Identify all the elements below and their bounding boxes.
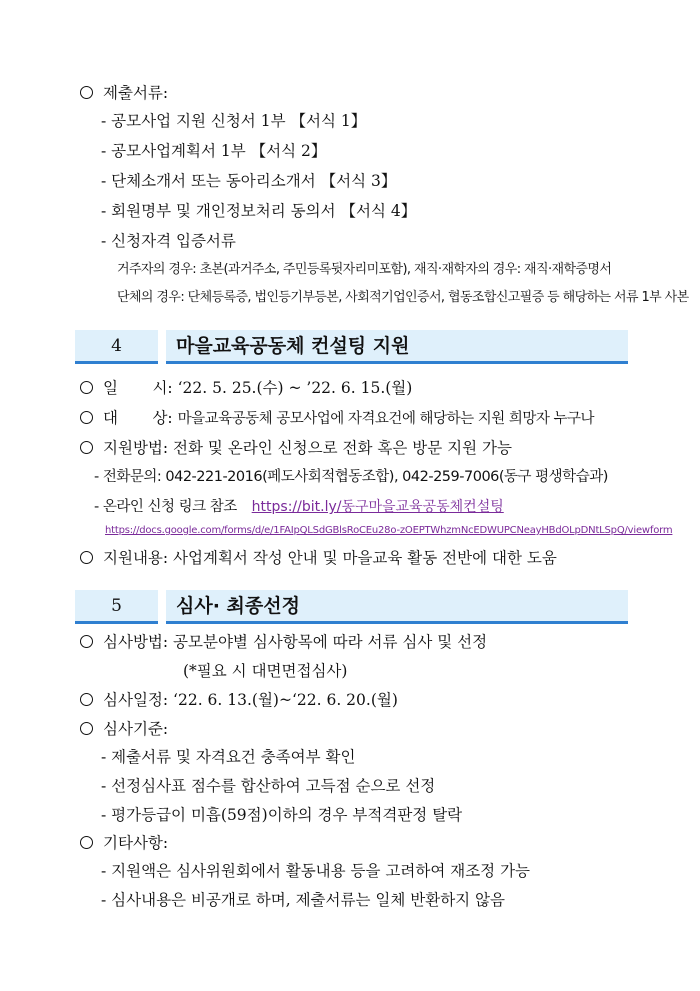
section-4-banner [75,330,628,364]
submission-heading: 제출서류: [80,83,168,103]
schedule-line: 일 시: ‘22. 5. 25.(수) ~ ’22. 6. 15.(월) [80,378,412,398]
circle-bullet-icon [80,86,93,99]
section-title: 마을교육공동체 컨설팅 지원 [166,330,628,364]
circle-bullet-icon [80,693,93,706]
criteria-item: - 평가등급이 미흡(59점)이하의 경우 부적격판정 탈락 [101,806,463,824]
submission-item: - 회원명부 및 개인정보처리 동의서 【서식 4】 [101,202,417,220]
submission-item: - 공모사업 지원 신청서 1부 【서식 1】 [101,112,367,130]
content-line: 지원내용: 사업계획서 작성 안내 및 마을교육 활동 전반에 대한 도움 [80,548,557,568]
criteria-item: - 제출서류 및 자격요건 충족여부 확인 [101,748,356,766]
circle-bullet-icon [80,722,93,735]
submission-item: - 신청자격 입증서류 [101,232,236,250]
circle-bullet-icon [80,441,93,454]
circle-bullet-icon [80,411,93,424]
review-method-note: (*필요 시 대면면접심사) [183,662,348,680]
submission-item: - 공모사업계획서 1부 【서식 2】 [101,142,327,160]
submission-item: - 단체소개서 또는 동아리소개서 【서식 3】 [101,172,397,190]
criteria-item: - 선정심사표 점수를 합산하여 고득점 순으로 선정 [101,777,436,795]
target-line: 대 상: 마을교육공동체 공모사업에 자격요건에 해당하는 지원 희망자 누구나 [80,408,594,429]
form-url-link[interactable]: https://docs.google.com/forms/d/e/1FAIpQLSdGBlsRoCEu28o-zOEPTWhzmNcEDWUPCNeayHBdOLpDNtLSpQ/viewform [105,525,673,536]
circle-bullet-icon [80,381,93,394]
method-line: 지원방법: 전화 및 온라인 신청으로 전화 혹은 방문 지원 가능 [80,438,512,458]
online-link[interactable]: https://bit.ly/동구마을교육공동체컨설팅 [251,499,504,515]
submission-note: 거주자의 경우: 초본(과거주소, 주민등록뒷자리미포함), 재직·재학자의 경우: 재직·재학증명서 [117,262,612,277]
review-method-line: 심사방법: 공모분야별 심사항목에 따라 서류 심사 및 선정 [80,632,487,652]
online-line: - 온라인 신청 링크 참조 https://bit.ly/동구마을교육공동체컨설팅 [94,499,504,515]
circle-bullet-icon [80,551,93,564]
etc-heading: 기타사항: [80,833,168,853]
criteria-heading: 심사기준: [80,719,168,739]
etc-item: - 심사내용은 비공개로 하며, 제출서류는 일체 반환하지 않음 [101,891,506,909]
section-number: 4 [75,330,158,364]
circle-bullet-icon [80,635,93,648]
phone-line: - 전화문의: 042-221-2016(페도사회적협동조합), 042-259-7006(동구 평생학습과) [94,469,608,485]
section-title: 심사· 최종선정 [166,590,628,624]
etc-item: - 지원액은 심사위원회에서 활동내용 등을 고려하여 재조정 가능 [101,862,531,880]
section-number: 5 [75,590,158,624]
circle-bullet-icon [80,836,93,849]
section-5-banner [75,590,628,624]
submission-note: 단체의 경우: 단체등록증, 법인등기부등본, 사회적기업인증서, 협동조합신고필증 등 해당하는 서류 1부 사본 [117,290,689,305]
review-schedule-line: 심사일정: ‘22. 6. 13.(월)~‘22. 6. 20.(월) [80,690,398,710]
